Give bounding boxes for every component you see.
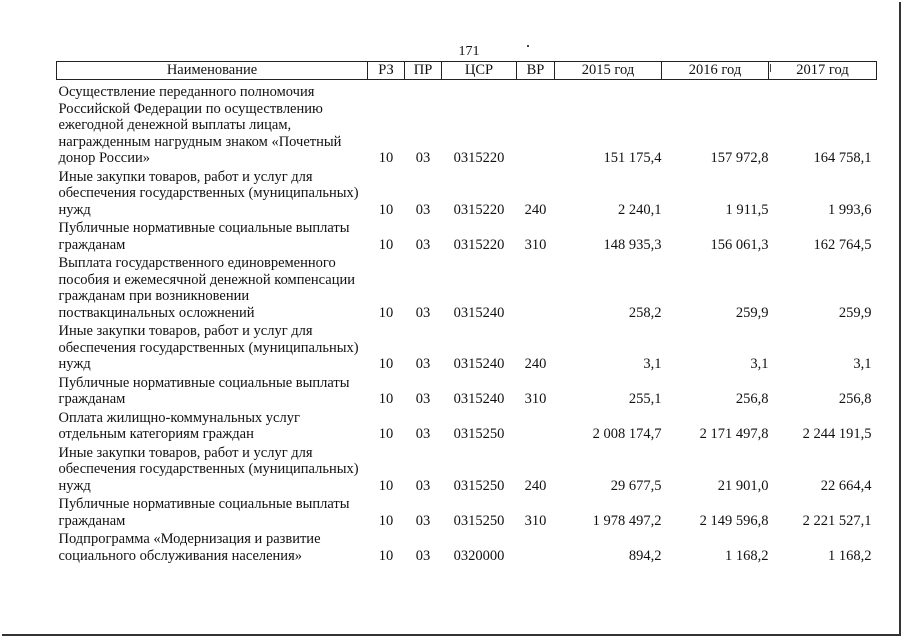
col-header-2015: 2015 год [555, 62, 662, 80]
table-row [57, 494, 877, 529]
table-row [57, 218, 877, 253]
row-vr: 310 [524, 236, 547, 253]
row-rz: 10 [378, 391, 394, 407]
row-2016: 156 061,3 [710, 236, 769, 253]
table-row [57, 529, 877, 564]
table-row [57, 80, 877, 167]
row-2016: 3,1 [750, 356, 769, 372]
row-2015: 2 240,1 [618, 201, 662, 218]
row-rz: 10 [378, 512, 394, 529]
row-name: Публичные нормативные социальные выплаты гражданам [58, 220, 350, 253]
row-pr: 03 [415, 201, 431, 218]
row-pr: 03 [415, 391, 431, 407]
row-2015: 255,1 [628, 391, 662, 407]
row-csr: 0315220 [453, 201, 505, 218]
row-2015: 2 008 174,7 [592, 426, 662, 442]
row-2017: 256,8 [838, 391, 872, 407]
row-csr: 0315220 [453, 236, 505, 253]
row-vr [517, 80, 555, 167]
row-csr: 0315240 [453, 391, 505, 407]
row-2017: 2 244 191,5 [802, 426, 872, 442]
row-name: Осуществление переданного полномочия Российской Федерации по осуществлению ежегодной денежной выплаты лицам, награжденным нагрудным знаком «Почетный донор России» [58, 84, 342, 166]
col-header-pr: ПР [405, 62, 442, 80]
row-2017: 22 664,4 [820, 477, 872, 494]
row-pr: 03 [415, 236, 431, 253]
row-2017: 162 764,5 [813, 236, 872, 253]
row-2016: 21 901,0 [717, 477, 769, 494]
table-row [57, 408, 877, 443]
row-name: Иные закупки товаров, работ и услуг для обеспечения государственных (муниципальных) нужд [58, 323, 359, 372]
row-name: Выплата государственного единовременного пособия и ежемесячной денежной компенсации гражданам при возникновении поствакцинальных осложнений [58, 255, 355, 321]
table-row [57, 253, 877, 321]
row-2016: 259,9 [735, 304, 769, 321]
row-rz: 10 [378, 477, 394, 494]
row-pr: 03 [415, 547, 431, 564]
row-name: Публичные нормативные социальные выплаты гражданам [58, 496, 350, 529]
row-rz: 10 [378, 150, 394, 166]
row-2016: 1 911,5 [725, 201, 769, 218]
col-header-2017: 2017 год [769, 62, 877, 80]
row-2017: 2 221 527,1 [802, 512, 872, 529]
row-2016: 157 972,8 [710, 150, 769, 166]
table-row [57, 373, 877, 408]
row-2016: 2 171 497,8 [699, 426, 769, 442]
row-vr [517, 529, 555, 564]
row-name: Иные закупки товаров, работ и услуг для обеспечения государственных (муниципальных) нужд [58, 168, 359, 218]
row-csr: 0315240 [453, 356, 505, 372]
row-pr: 03 [415, 477, 431, 494]
scan-speck [527, 45, 529, 47]
row-pr: 03 [415, 150, 431, 166]
row-2017: 1 993,6 [828, 201, 872, 218]
col-header-vr: ВР [517, 62, 555, 80]
row-csr: 0320000 [453, 547, 505, 564]
row-pr: 03 [415, 512, 431, 529]
row-csr: 0315250 [453, 426, 505, 442]
row-2017: 3,1 [853, 356, 872, 372]
row-name: Иные закупки товаров, работ и услуг для обеспечения государственных (муниципальных) нужд [58, 444, 359, 494]
row-csr: 0315220 [453, 150, 505, 166]
row-vr [517, 408, 555, 443]
row-pr: 03 [415, 426, 431, 442]
row-rz: 10 [378, 426, 394, 442]
table-row [57, 167, 877, 219]
row-pr: 03 [415, 304, 431, 321]
row-2015: 894,2 [628, 547, 662, 564]
col-header-name: Наименование [57, 62, 368, 80]
row-2016: 256,8 [735, 391, 769, 407]
row-rz: 10 [378, 356, 394, 372]
row-vr: 240 [524, 477, 547, 494]
row-2017: 259,9 [838, 304, 872, 321]
row-2017: 164 758,1 [813, 150, 872, 166]
row-pr: 03 [415, 356, 431, 372]
row-2015: 29 677,5 [610, 477, 662, 494]
row-vr: 310 [524, 391, 547, 407]
row-name: Публичные нормативные социальные выплаты гражданам [58, 374, 350, 407]
row-csr: 0315240 [453, 304, 505, 321]
table-row [57, 443, 877, 495]
row-vr: 310 [524, 512, 547, 529]
row-rz: 10 [378, 547, 394, 564]
row-vr: 240 [524, 356, 547, 372]
row-name: Подпрограмма «Модернизация и развитие социального обслуживания населения» [58, 531, 321, 564]
row-rz: 10 [378, 304, 394, 321]
row-2015: 148 935,3 [603, 236, 662, 253]
row-2016: 1 168,2 [725, 547, 769, 564]
row-name: Оплата жилищно-коммунальных услуг отдельным категориям граждан [58, 409, 300, 442]
col-header-csr: ЦСР [442, 62, 517, 80]
row-2015: 1 978 497,2 [592, 512, 662, 529]
row-2017: 1 168,2 [828, 547, 872, 564]
row-vr: 240 [524, 201, 547, 218]
row-csr: 0315250 [453, 512, 505, 529]
col-header-2016: 2016 год [662, 62, 769, 80]
table-header-row [57, 62, 877, 80]
row-2015: 258,2 [628, 304, 662, 321]
row-vr [517, 253, 555, 321]
col-header-rz: РЗ [368, 62, 405, 80]
row-2015: 3,1 [643, 356, 662, 372]
row-rz: 10 [378, 201, 394, 218]
row-csr: 0315250 [453, 477, 505, 494]
page-number: 171 [458, 44, 480, 59]
row-2016: 2 149 596,8 [699, 512, 769, 529]
budget-table [56, 61, 877, 564]
row-rz: 10 [378, 236, 394, 253]
table-row [57, 321, 877, 373]
row-2015: 151 175,4 [603, 150, 662, 166]
